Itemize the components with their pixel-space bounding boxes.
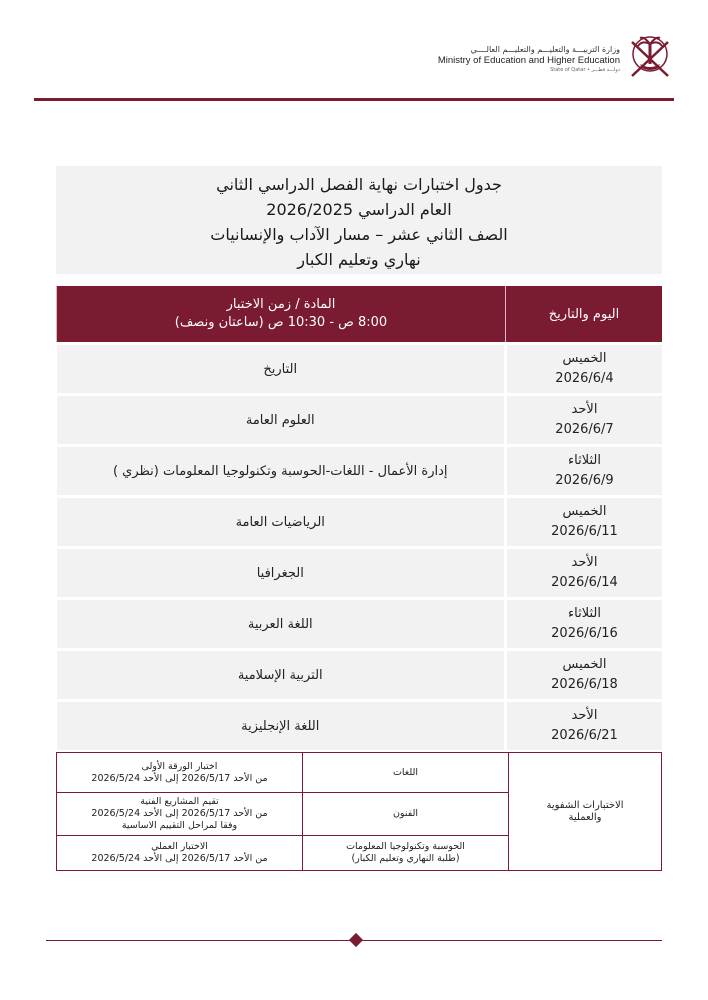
header-exam-time: 8:00 ص - 10:30 ص (ساعتان ونصف) — [174, 315, 388, 330]
day-date-cell — [506, 497, 663, 548]
header-day-date: اليوم والتاريخ — [506, 286, 663, 344]
exam-date: 2026/6/4 — [555, 371, 614, 386]
day-name: الخميس — [562, 351, 607, 366]
exam-date: 2026/6/18 — [551, 677, 618, 692]
subject-cell: الجغرافيا — [57, 548, 506, 599]
table-row — [57, 344, 663, 395]
exam-schedule-table — [56, 286, 662, 750]
header-subject-time — [57, 286, 506, 344]
practical-detail — [57, 753, 303, 793]
day-date-cell — [506, 446, 663, 497]
exam-date: 2026/6/11 — [551, 524, 618, 539]
day-date-cell — [506, 599, 663, 650]
day-name: الثلاثاء — [568, 606, 601, 621]
subject-cell: اللغة العربية — [57, 599, 506, 650]
detail-line-3: وفقا لمراحل التقييم الاساسية — [121, 820, 238, 831]
detail-line-1: الاختبار العملي — [151, 841, 208, 852]
exam-date: 2026/6/7 — [555, 422, 614, 437]
day-date-cell — [506, 344, 663, 395]
practical-category — [303, 793, 509, 836]
header-divider — [34, 98, 674, 101]
detail-line-2: من الأحد 2026/5/17 إلى الأحد 2026/5/24 — [91, 808, 268, 819]
table-row — [57, 650, 663, 701]
practical-category — [303, 836, 509, 871]
category-note: (طلبة النهاري وتعليم الكبار) — [351, 853, 460, 864]
title-line-1: جدول اختبارات نهاية الفصل الدراسي الثاني — [216, 175, 502, 194]
day-name: الأحد — [571, 402, 598, 417]
practical-label-cell — [509, 753, 662, 871]
title-line-3: الصف الثاني عشر – مسار الآداب والإنسانيات — [210, 225, 508, 244]
ministry-logo-text — [438, 44, 620, 74]
day-date-cell — [506, 650, 663, 701]
qatar-emblem-icon — [626, 30, 674, 84]
day-name: الثلاثاء — [568, 453, 601, 468]
category-name: الحوسبة وتكنولوجيا المعلومات — [346, 841, 465, 852]
practical-detail — [57, 836, 303, 871]
day-name: الأحد — [571, 555, 598, 570]
day-name: الأحد — [571, 708, 598, 723]
exam-date: 2026/6/16 — [551, 626, 618, 641]
practical-category — [303, 753, 509, 793]
practical-row — [57, 753, 662, 793]
ministry-name-en: Ministry of Education and Higher Education — [437, 55, 620, 66]
header-subject-label: المادة / زمن الاختبار — [226, 297, 336, 312]
ministry-name-ar: وزارة التربيـــة والتعليـــم والتعليـــم العالــــي — [470, 45, 620, 54]
table-row — [57, 599, 663, 650]
day-date-cell — [506, 548, 663, 599]
table-header-row — [57, 286, 663, 344]
exam-date: 2026/6/21 — [551, 728, 618, 743]
detail-line-2: من الأحد 2026/5/17 إلى الأحد 2026/5/24 — [91, 853, 268, 864]
day-date-cell — [506, 395, 663, 446]
practical-label-line-2: والعملية — [568, 811, 602, 823]
subject-cell: الرياضيات العامة — [57, 497, 506, 548]
practical-detail — [57, 793, 303, 836]
detail-line-2: من الأحد 2026/5/17 إلى الأحد 2026/5/24 — [91, 772, 268, 784]
state-name: State of Qatar • دولـــة قطـــر — [550, 67, 620, 73]
day-name: الخميس — [562, 657, 607, 672]
exam-date: 2026/6/9 — [555, 473, 614, 488]
subject-cell: إدارة الأعمال - اللغات-الحوسبة وتكنولوجيا المعلومات (نظري ) — [57, 446, 506, 497]
day-date-cell — [506, 701, 663, 751]
practical-exams-table — [56, 752, 662, 871]
title-line-2: العام الدراسي 2026/2025 — [266, 200, 452, 219]
practical-label-line-1: الاختبارات الشفوية — [546, 799, 624, 811]
day-name: الخميس — [562, 504, 607, 519]
footer-diamond-icon — [349, 933, 363, 947]
page-header — [0, 0, 708, 100]
exam-date: 2026/6/14 — [551, 575, 618, 590]
detail-line-1: تقيم المشاريع الفنية — [140, 796, 219, 807]
table-row — [57, 497, 663, 548]
category-name: اللغات — [392, 766, 419, 778]
table-row — [57, 701, 663, 751]
table-row — [57, 446, 663, 497]
table-row — [57, 548, 663, 599]
subject-cell: اللغة الإنجليزية — [57, 701, 506, 751]
subject-cell: التربية الإسلامية — [57, 650, 506, 701]
title-line-4: نهاري وتعليم الكبار — [297, 250, 421, 269]
subject-cell: التاريخ — [57, 344, 506, 395]
table-row — [57, 395, 663, 446]
category-name: الفنون — [392, 808, 419, 819]
schedule-title — [56, 166, 662, 274]
subject-cell: العلوم العامة — [57, 395, 506, 446]
detail-line-1: اختبار الورقة الأولى — [141, 760, 218, 772]
